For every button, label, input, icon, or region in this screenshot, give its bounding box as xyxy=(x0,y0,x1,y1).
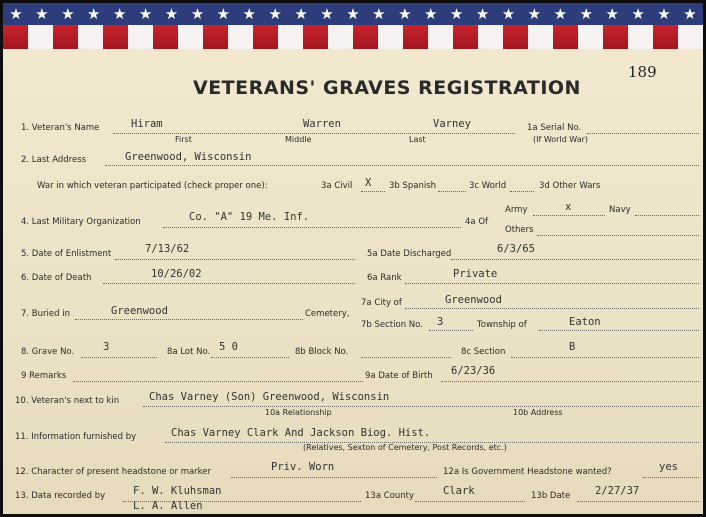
star-icon: ★ xyxy=(527,4,542,23)
section-no-value: 3 xyxy=(437,316,444,328)
page-number: 189 xyxy=(628,63,657,81)
stripe xyxy=(428,25,453,49)
county-label: 13a County xyxy=(365,491,414,501)
serial-label: 1a Serial No. xyxy=(527,123,582,133)
star-icon: ★ xyxy=(35,4,49,23)
stripe xyxy=(3,25,28,49)
birth-line xyxy=(441,381,699,382)
stripe xyxy=(378,25,403,49)
star-icon: ★ xyxy=(138,4,153,23)
world-war-label: 3c World xyxy=(469,181,507,191)
headstone-label: 12. Character of present headstone or marker xyxy=(15,467,212,477)
star-icon: ★ xyxy=(449,4,464,23)
last-address-label: 2. Last Address xyxy=(21,155,87,165)
death-date-value: 10/26/02 xyxy=(151,268,202,280)
star-icon: ★ xyxy=(423,4,438,23)
rank-value: Private xyxy=(453,268,498,280)
star-icon: ★ xyxy=(372,4,386,23)
section-line xyxy=(429,330,473,331)
army-label: Army xyxy=(505,205,528,215)
veteran-name-label: 1. Veteran's Name xyxy=(21,123,100,133)
record-date-line xyxy=(577,501,699,502)
spanish-war-label: 3b Spanish xyxy=(389,181,437,191)
middle-name-value: Warren xyxy=(303,118,341,130)
stripe xyxy=(553,25,578,49)
city-line xyxy=(405,308,699,309)
stripe xyxy=(228,25,253,49)
card-title: VETERANS' GRAVES REGISTRATION xyxy=(193,77,581,99)
headstone-value: Priv. Worn xyxy=(271,461,335,473)
civil-war-label: 3a Civil xyxy=(321,181,353,191)
navy-label: Navy xyxy=(609,205,631,215)
stripe xyxy=(253,25,278,49)
stripe xyxy=(353,25,378,49)
township-value: Eaton xyxy=(569,316,601,328)
other-wars-label: 3d Other Wars xyxy=(539,181,601,191)
death-line xyxy=(103,283,355,284)
star-icon: ★ xyxy=(164,4,179,23)
record-date-value: 2/27/37 xyxy=(595,485,640,497)
buried-in-label: 7. Buried in xyxy=(21,309,70,319)
star-icon: ★ xyxy=(268,4,282,23)
stripe xyxy=(153,25,178,49)
address-sublabel: 10b Address xyxy=(513,408,563,417)
stripe xyxy=(328,25,353,49)
enlistment-line xyxy=(115,259,355,260)
gov-line xyxy=(643,477,699,478)
stripe xyxy=(178,25,203,49)
stripe xyxy=(303,25,328,49)
name-line xyxy=(113,133,515,134)
star-icon: ★ xyxy=(216,4,231,23)
star-icon: ★ xyxy=(631,4,645,23)
stripe xyxy=(578,25,603,49)
recorded-by-value-2: L. A. Allen xyxy=(133,500,203,512)
stripe xyxy=(503,25,528,49)
city-label: 7a City of xyxy=(361,298,402,308)
city-value: Greenwood xyxy=(445,294,502,306)
gov-headstone-label: 12a Is Government Headstone wanted? xyxy=(443,467,612,477)
military-org-label: 4. Last Military Organization xyxy=(21,217,141,227)
headstone-line xyxy=(231,477,437,478)
stripe xyxy=(528,25,553,49)
information-sublabel: (Relatives, Sexton of Cemetery, Post Records, etc.) xyxy=(303,443,507,452)
serial-line xyxy=(587,133,699,134)
serial-sublabel: (If World War) xyxy=(533,135,589,144)
rank-line xyxy=(405,283,699,284)
star-icon: ★ xyxy=(87,4,101,23)
address-line xyxy=(105,165,699,166)
star-icon: ★ xyxy=(190,4,205,23)
others-line xyxy=(537,235,699,236)
army-line xyxy=(533,215,605,216)
section-no-label: 7b Section No. xyxy=(361,320,423,330)
record-date-label: 13b Date xyxy=(531,491,571,501)
army-mark: x xyxy=(565,201,572,213)
navy-line xyxy=(635,215,699,216)
star-icon: ★ xyxy=(475,4,490,23)
block-line xyxy=(361,357,451,358)
stripe xyxy=(53,25,78,49)
information-value: Chas Varney Clark And Jackson Biog. Hist. xyxy=(171,427,431,439)
star-icon: ★ xyxy=(605,4,619,23)
remarks-line xyxy=(73,381,363,382)
org-line xyxy=(163,227,461,228)
cemetery-label: Cemetery, xyxy=(305,309,350,319)
first-sublabel: First xyxy=(175,135,192,144)
recorded-by-value: F. W. Kluhsman xyxy=(133,485,222,497)
stripe xyxy=(203,25,228,49)
world-line xyxy=(510,191,534,192)
stripe xyxy=(28,25,53,49)
township-line xyxy=(539,330,699,331)
star-icon: ★ xyxy=(61,4,75,23)
spanish-line xyxy=(438,191,466,192)
remarks-label: 9 Remarks xyxy=(21,371,67,381)
enlistment-value: 7/13/62 xyxy=(145,243,190,255)
stripe xyxy=(603,25,628,49)
lot-no-label: 8a Lot No. xyxy=(167,347,211,357)
enlistment-label: 5. Date of Enlistment xyxy=(21,249,112,259)
first-name-value: Hiram xyxy=(131,118,163,130)
county-value: Clark xyxy=(443,485,475,497)
township-label: Township of xyxy=(477,320,527,330)
lot-line xyxy=(211,357,289,358)
information-label: 11. Information furnished by xyxy=(15,432,137,442)
stripe xyxy=(653,25,678,49)
stripe-banner xyxy=(3,25,703,49)
buried-line xyxy=(75,319,303,320)
death-date-label: 6. Date of Death xyxy=(21,273,92,283)
recorded-by-label: 13. Data recorded by xyxy=(15,491,106,501)
stripe xyxy=(628,25,653,49)
stripe xyxy=(403,25,428,49)
rank-label: 6a Rank xyxy=(367,273,402,283)
buried-in-value: Greenwood xyxy=(111,305,168,317)
gov-headstone-value: yes xyxy=(659,461,678,473)
grave-line xyxy=(81,357,157,358)
star-icon: ★ xyxy=(683,4,697,23)
registration-card xyxy=(3,49,703,514)
stripe xyxy=(78,25,103,49)
stripe xyxy=(678,25,703,49)
next-of-kin-label: 10. Veteran's next to kin xyxy=(15,396,120,406)
grave-no-label: 8. Grave No. xyxy=(21,347,75,357)
star-banner xyxy=(3,3,703,25)
stripe xyxy=(453,25,478,49)
discharged-line xyxy=(451,259,699,260)
last-name-value: Varney xyxy=(433,118,471,130)
star-icon: ★ xyxy=(112,4,127,23)
middle-sublabel: Middle xyxy=(285,135,312,144)
block-no-label: 8b Block No. xyxy=(295,347,349,357)
sec-line xyxy=(511,357,699,358)
grave-no-value: 3 xyxy=(103,341,110,353)
section-label: 8c Section xyxy=(461,347,506,357)
star-icon: ★ xyxy=(294,4,308,23)
stripe xyxy=(478,25,503,49)
county-line xyxy=(415,501,525,502)
star-icon: ★ xyxy=(346,4,360,23)
star-icon: ★ xyxy=(501,4,516,23)
star-icon: ★ xyxy=(553,4,568,23)
star-icon: ★ xyxy=(657,4,671,23)
kin-line xyxy=(143,406,699,407)
last-sublabel: Last xyxy=(409,135,426,144)
star-icon: ★ xyxy=(579,4,593,23)
next-of-kin-value: Chas Varney (Son) Greenwood, Wisconsin xyxy=(149,391,390,403)
military-org-value: Co. "A" 19 Me. Inf. xyxy=(189,211,310,223)
civil-war-mark: X xyxy=(365,177,372,189)
civil-line xyxy=(361,191,385,192)
birth-date-label: 9a Date of Birth xyxy=(365,371,433,381)
star-icon: ★ xyxy=(242,4,256,23)
lot-no-value: 5 0 xyxy=(219,341,238,353)
star-icon: ★ xyxy=(9,4,23,23)
stripe xyxy=(278,25,303,49)
war-label: War in which veteran participated (check proper one): xyxy=(37,181,268,191)
birth-date-value: 6/23/36 xyxy=(451,365,496,377)
last-address-value: Greenwood, Wisconsin xyxy=(125,151,252,163)
section-value: B xyxy=(569,341,576,353)
discharged-label: 5a Date Discharged xyxy=(367,249,452,259)
star-icon: ★ xyxy=(320,4,334,23)
star-icon: ★ xyxy=(398,4,412,23)
of-label: 4a Of xyxy=(465,217,489,227)
relationship-sublabel: 10a Relationship xyxy=(265,408,332,417)
others-label: Others xyxy=(505,225,534,235)
discharged-value: 6/3/65 xyxy=(497,243,535,255)
stripe xyxy=(103,25,128,49)
stripe xyxy=(128,25,153,49)
